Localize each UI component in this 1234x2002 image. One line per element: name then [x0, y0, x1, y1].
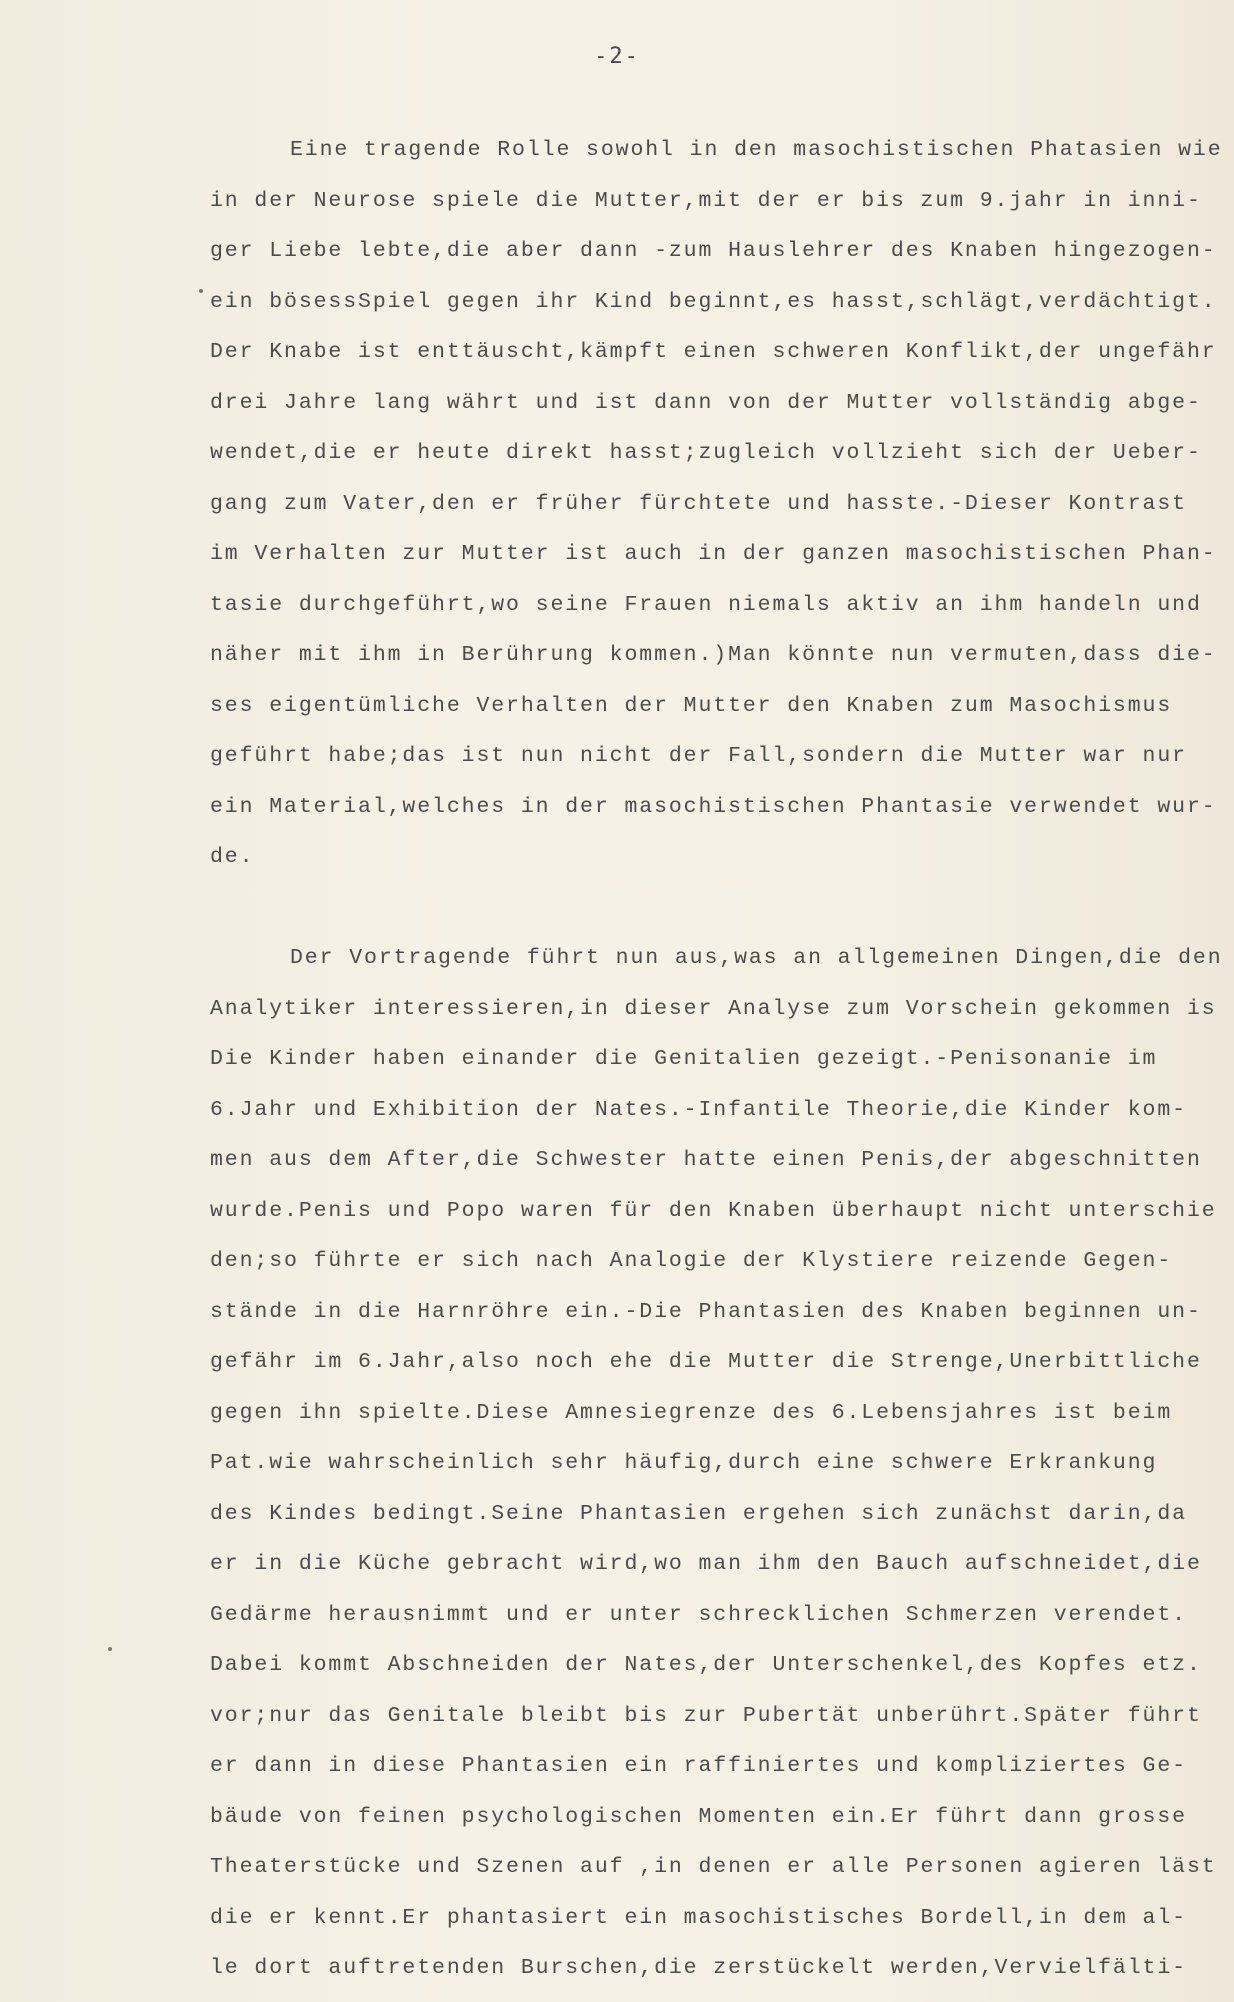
- text-line: ses eigentümliche Verhalten der Mutter den Knaben zum Masochismus: [210, 693, 1173, 718]
- document-body: [210, 125, 1223, 1994]
- text-line: ger Liebe lebte,die aber dann -zum Hauslehrer des Knaben hingezogen-: [210, 239, 1217, 263]
- text-line: geführt habe;das ist nun nicht der Fall,sondern die Mutter war nur: [210, 744, 1187, 768]
- text-line: Pat.wie wahrscheinlich sehr häufig,durch eine schwere Erkrankung: [210, 1451, 1158, 1475]
- text-line: Theaterstücke und Szenen auf ,in denen er alle Personen agieren läst: [210, 1855, 1217, 1879]
- text-line: le dort auftretenden Burschen,die zerstückelt werden,Vervielfälti-: [210, 1956, 1187, 1980]
- text-line: gegen ihn spielte.Diese Amnesiegrenze des 6.Lebensjahres ist beim: [210, 1400, 1173, 1425]
- text-line: näher mit ihm in Berührung kommen.)Man könnte nun vermuten,dass die-: [210, 643, 1217, 667]
- text-line: drei Jahre lang währt und ist dann von der Mutter vollständig abge-: [210, 390, 1202, 415]
- text-line: den;so führte er sich nach Analogie der Klystiere reizende Gegen-: [210, 1249, 1173, 1273]
- paragraph-2: [210, 933, 1223, 1994]
- text-line: tasie durchgeführt,wo seine Frauen niemals aktiv an ihm handeln und: [210, 592, 1202, 617]
- paragraph-gap: [210, 883, 1220, 934]
- text-line: in der Neurose spiele die Mutter,mit der er bis zum 9.jahr in inni-: [210, 188, 1202, 213]
- text-line: wurde.Penis und Popo waren für den Knaben überhaupt nicht unterschie: [210, 1198, 1217, 1223]
- text-line: ein Material,welches in der masochistischen Phantasie verwendet wur-: [210, 794, 1217, 819]
- text-line: die er kennt.Er phantasiert ein masochistisches Bordell,in dem al-: [210, 1905, 1187, 1930]
- text-line: Der Knabe ist enttäuscht,kämpft einen schweren Konflikt,der ungefähr: [210, 340, 1217, 364]
- text-line: stände in die Harnröhre ein.-Die Phantasien des Knaben beginnen un-: [210, 1299, 1202, 1324]
- text-line: er dann in diese Phantasien ein raffiniertes und kompliziertes Ge-: [210, 1754, 1187, 1778]
- text-line: Der Vortragende führt nun aus,was an allgemeinen Dingen,die den: [290, 946, 1223, 970]
- text-line: Dabei kommt Abschneiden der Nates,der Unterschenkel,des Kopfes etz.: [210, 1653, 1202, 1677]
- text-line: bäude von feinen psychologischen Momenten ein.Er führt dann grosse: [210, 1804, 1187, 1829]
- text-line: Analytiker interessieren,in dieser Analyse zum Vorschein gekommen is: [210, 996, 1217, 1021]
- text-line: gefähr im 6.Jahr,also noch ehe die Mutter die Strenge,Unerbittliche: [210, 1350, 1202, 1374]
- paragraph-1: [210, 125, 1223, 883]
- text-line: des Kindes bedingt.Seine Phantasien ergehen sich zunächst darin,da: [210, 1501, 1187, 1526]
- text-line: gang zum Vater,den er früher fürchtete und hasste.-Dieser Kontrast: [210, 491, 1187, 516]
- text-line: 6.Jahr und Exhibition der Nates.-Infantile Theorie,die Kinder kom-: [210, 1097, 1187, 1122]
- margin-mark: [199, 289, 203, 293]
- text-line: wendet,die er heute direkt hasst;zugleich vollzieht sich der Ueber-: [210, 441, 1202, 465]
- text-line: ein bösessSpiel gegen ihr Kind beginnt,es hasst,schlägt,verdächtigt.: [210, 289, 1217, 314]
- page-number: -2-: [594, 44, 640, 69]
- text-line: men aus dem After,die Schwester hatte einen Penis,der abgeschnitten: [210, 1148, 1202, 1172]
- text-line: er in die Küche gebracht wird,wo man ihm den Bauch aufschneidet,die: [210, 1552, 1202, 1576]
- text-line: Die Kinder haben einander die Genitalien gezeigt.-Penisonanie im: [210, 1047, 1158, 1071]
- text-line: Gedärme herausnimmt und er unter schrecklichen Schmerzen verendet.: [210, 1602, 1187, 1627]
- text-line: vor;nur das Genitale bleibt bis zur Pubertät unberührt.Später führt: [210, 1703, 1202, 1728]
- text-line: Eine tragende Rolle sowohl in den masochistischen Phatasien wie: [290, 138, 1223, 162]
- text-line: de.: [210, 845, 255, 869]
- margin-mark: [108, 1647, 112, 1651]
- text-line: im Verhalten zur Mutter ist auch in der ganzen masochistischen Phan-: [210, 542, 1217, 566]
